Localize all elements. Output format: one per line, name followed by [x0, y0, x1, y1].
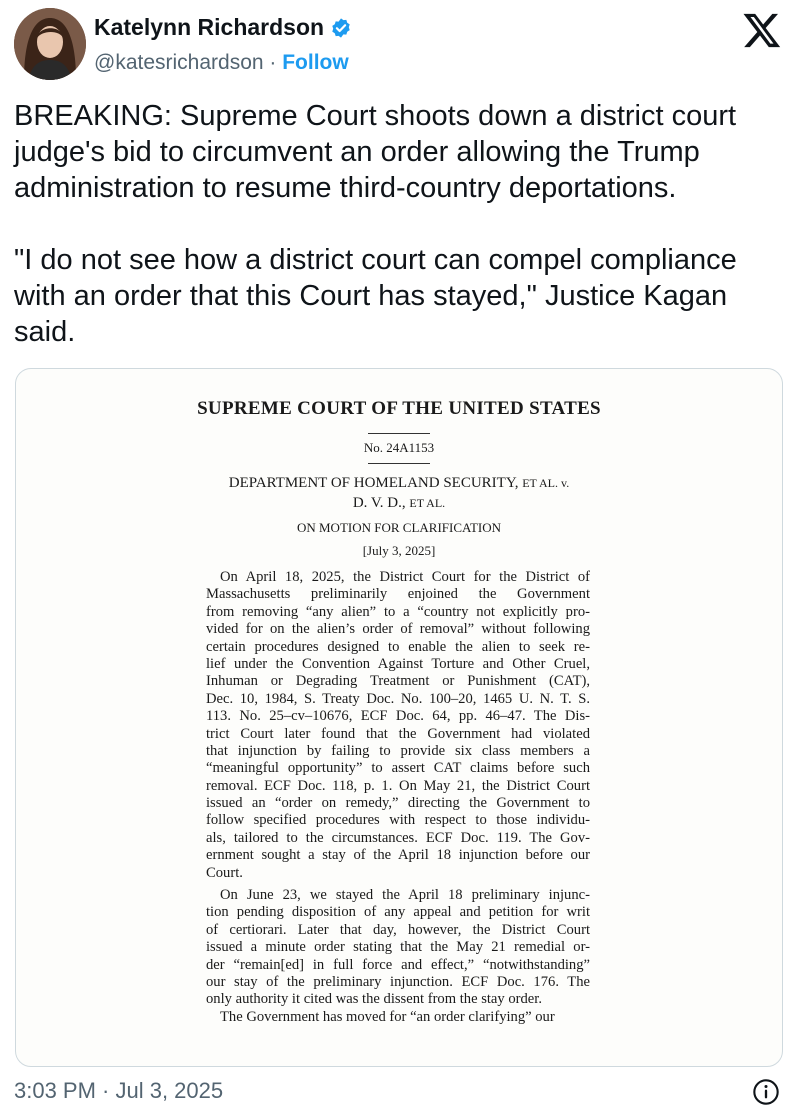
tweet-header [0, 0, 800, 95]
document-line: that injunction by failing to provide six class members a [206, 742, 590, 759]
divider [368, 463, 430, 464]
case-party-1: DEPARTMENT OF HOMELAND SECURITY, [228, 475, 519, 491]
document-line: The Government has moved for “an order clarifying” our [220, 1008, 555, 1025]
document-line: only authority it cited was the dissent from the stay order. [206, 991, 542, 1008]
follow-button[interactable]: Follow [282, 51, 349, 74]
document-line: Court. [206, 864, 243, 881]
document-line: On April 18, 2025, the District Court for the District of [220, 569, 590, 585]
case-caption-line-1 [16, 475, 782, 492]
avatar-photo [14, 8, 86, 80]
document-line: of certiorari. Later that day, however, the District Court [206, 921, 590, 938]
court-title: SUPREME COURT OF THE UNITED STATES [197, 398, 601, 419]
document-line: Massachusetts preliminarily enjoined the Government [206, 586, 590, 603]
handle-row [94, 51, 349, 75]
tweet-paragraph-1: BREAKING: Supreme Court shoots down a district court judge's bid to circumvent an order allowing the Trump administration to resume third-country deportations. [14, 100, 745, 204]
document-line: tion pending disposition of any appeal and petition for writ [206, 904, 590, 921]
document-image-card[interactable] [15, 368, 783, 1067]
order-date: [July 3, 2025] [362, 543, 436, 558]
avatar[interactable] [14, 8, 86, 80]
document-line: from removing “any alien” to a “country not explicitly pro- [206, 603, 590, 620]
x-logo-icon[interactable] [740, 10, 784, 50]
document-line: issued an “order on remedy,” directing the Government to [206, 795, 590, 812]
document-line: ernment sought a stay of the April 18 injunction before our [206, 847, 590, 864]
document-line: issued a minute order stating that the May 21 remedial or- [206, 939, 590, 956]
divider [368, 433, 430, 434]
document-line: certain procedures designed to enable the alien to seek re- [206, 638, 590, 655]
motion-title: ON MOTION FOR CLARIFICATION [296, 520, 502, 535]
court-order-document [16, 369, 782, 1066]
case-party-2: D. V. D., [352, 495, 406, 511]
document-line: Inhuman or Degrading Treatment or Punishment (CAT), [206, 673, 590, 690]
handle-separator: · [263, 51, 283, 74]
document-line: removal. ECF Doc. 118, p. 1. On May 21, the District Court [206, 777, 590, 794]
document-line: “meaningful opportunity” to assert CAT claims before such [206, 760, 590, 777]
tweet-timestamp[interactable]: 3:03 PM · Jul 3, 2025 [14, 1078, 224, 1103]
handle[interactable]: @katesrichardson [94, 51, 264, 74]
document-line: lief under the Convention Against Torture and Other Cruel, [206, 655, 590, 672]
document-line: 113. No. 25–cv–10676, ECF Doc. 64, pp. 46–47. The Dis- [206, 708, 590, 725]
document-line: vided for on the alien’s order of removal” without following [206, 621, 590, 638]
document-line: follow specified procedures with respect to those individu- [206, 812, 590, 829]
tweet-paragraph-2: "I do not see how a district court can compel compliance with an order that this Court has stayed," Justice Kagan said. [14, 244, 745, 348]
tweet-text [14, 98, 784, 350]
document-line: Dec. 10, 1984, S. Treaty Doc. No. 100–20, 1465 U. N. T. S. [206, 690, 590, 707]
document-body [206, 569, 590, 1026]
case-caption-line-2 [16, 495, 782, 512]
case-party-2-suffix: ET AL. [409, 496, 446, 510]
document-line: On June 23, we stayed the April 18 preliminary injunc- [220, 887, 590, 904]
case-party-1-suffix: ET AL. v. [522, 476, 570, 490]
document-line: trict Court later found that the Government had violated [206, 725, 590, 742]
info-icon[interactable] [752, 1078, 780, 1106]
document-line: our stay of the preliminary injunction. ECF Doc. 176. The [206, 973, 590, 990]
document-line: als, tailored to the circumstances. ECF Doc. 119. The Gov- [206, 829, 590, 846]
verified-badge-icon [330, 17, 352, 39]
document-line: der “remain[ed] in full force and effect,” “notwithstanding” [206, 956, 590, 973]
docket-number: No. 24A1153 [363, 440, 435, 455]
display-name[interactable]: Katelynn Richardson [94, 14, 325, 40]
